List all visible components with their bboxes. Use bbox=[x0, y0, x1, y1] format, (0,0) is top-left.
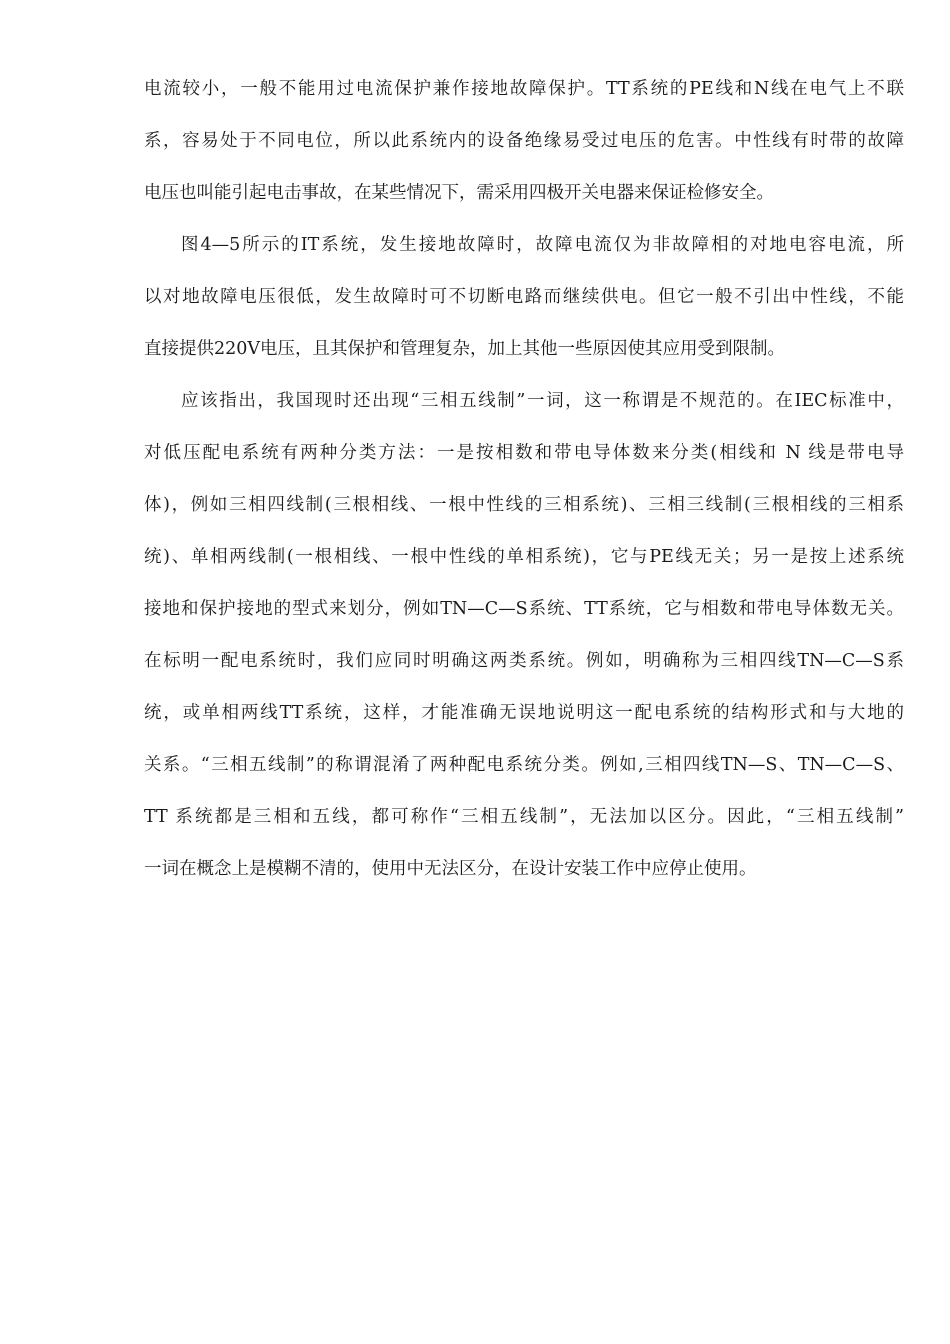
text-line: 统)、单相两线制(一根相线、一根中性线的单相系统)，它与PE线无关；另一是按上述系统 bbox=[144, 547, 904, 567]
text-line: 接地和保护接地的型式来划分，例如TN—C—S系统、TT系统，它与相数和带电导体数无关。 bbox=[144, 599, 904, 619]
text-line: 对低压配电系统有两种分类方法：一是按相数和带电导体数来分类(相线和 N 线是带电导 bbox=[144, 443, 904, 463]
text-line: 电流较小，一般不能用过电流保护兼作接地故障保护。TT系统的PE线和N线在电气上不联 bbox=[144, 79, 904, 99]
text-line: 体)，例如三相四线制(三根相线、一根中性线的三相系统)、三相三线制(三根相线的三相系 bbox=[144, 495, 904, 515]
text-line: 在标明一配电系统时，我们应同时明确这两类系统。例如，明确称为三相四线TN—C—S系 bbox=[144, 651, 904, 671]
body-text bbox=[144, 70, 904, 902]
text-line: 系，容易处于不同电位，所以此系统内的设备绝缘易受过电压的危害。中性线有时带的故障 bbox=[144, 131, 904, 151]
text-line: TT 系统都是三相和五线，都可称作“三相五线制”，无法加以区分。因此，“三相五线制” bbox=[144, 807, 904, 827]
text-line: 以对地故障电压很低，发生故障时可不切断电路而继续供电。但它一般不引出中性线，不能 bbox=[144, 287, 904, 307]
text-line: 应该指出，我国现时还出现“三相五线制”一词，这一称谓是不规范的。在IEC标准中， bbox=[181, 391, 904, 411]
text-line: 一词在概念上是模糊不清的，使用中无法区分，在设计安装工作中应停止使用。 bbox=[144, 859, 757, 879]
text-line: 电压也叫能引起电击事故，在某些情况下，需采用四极开关电器来保证检修安全。 bbox=[144, 183, 774, 203]
text-line: 图4—5所示的IT系统，发生接地故障时，故障电流仅为非故障相的对地电容电流，所 bbox=[181, 235, 904, 255]
text-line: 关系。“三相五线制”的称谓混淆了两种配电系统分类。例如,三相四线TN—S、TN—C—S、 bbox=[144, 755, 904, 775]
text-line: 统，或单相两线TT系统，这样，才能准确无误地说明这一配电系统的结构形式和与大地的 bbox=[144, 703, 904, 723]
text-line: 直接提供220V电压，且其保护和管理复杂，加上其他一些原因使其应用受到限制。 bbox=[144, 339, 786, 359]
